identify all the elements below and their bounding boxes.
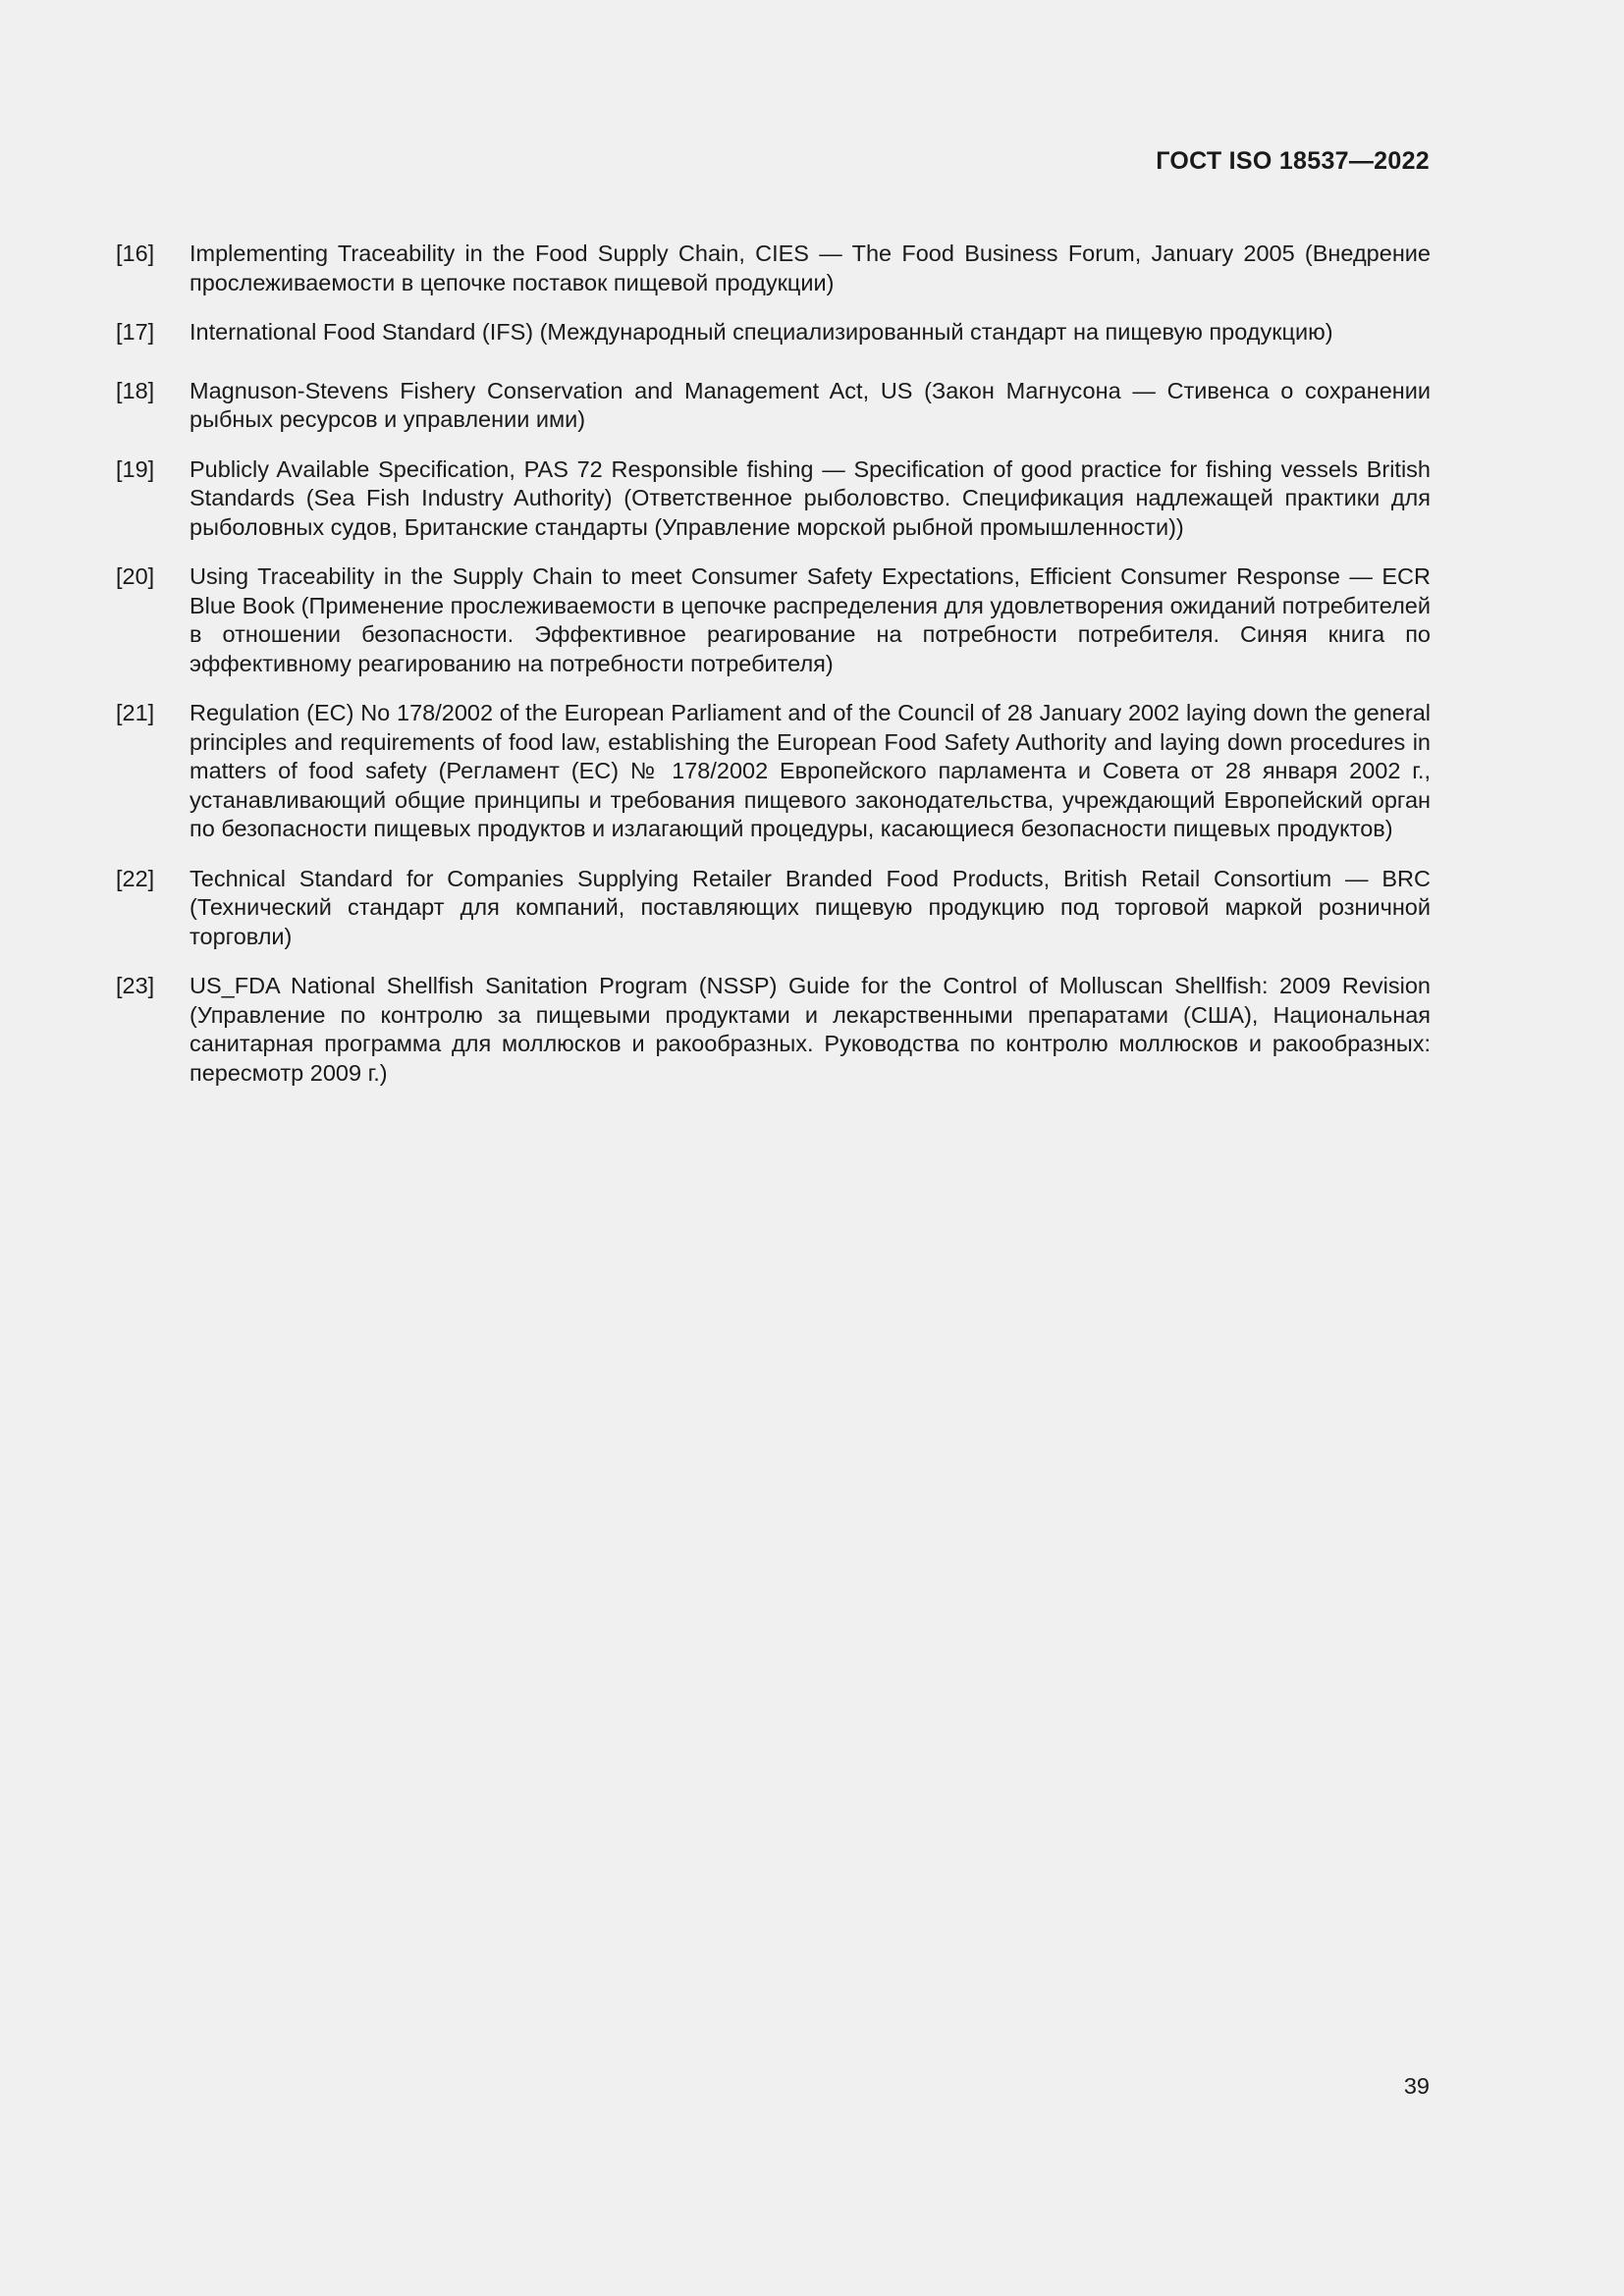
reference-item-22 bbox=[116, 865, 1431, 952]
reference-number: [20] bbox=[116, 563, 155, 589]
reference-text: Publicly Available Specification, PAS 72 Responsible fishing — Specification of good practice for fishing vessels British Standards (Sea Fish Industry Authority) (Ответственное рыболовство. Спецификация надлежащей практики для рыболовных судов, Британские стандарты (Управление морской рыбной промышленности)) bbox=[189, 455, 1431, 540]
reference-item-23 bbox=[116, 972, 1431, 1088]
reference-text: Technical Standard for Companies Supplying Retailer Branded Food Products, British Retail Consortium — BRC (Технический стандарт для компаний, поставляющих пищевую продукцию под торговой маркой розничной торговли) bbox=[189, 865, 1431, 949]
reference-number: [19] bbox=[116, 455, 155, 482]
reference-text: Regulation (EC) No 178/2002 of the European Parliament and of the Council of 28 January 2002 laying down the general principles and requirements of food law, establishing the European Food Safety Authority and laying down procedures in matters of food safety (Регламент (ЕС) № 178/2002 Европейского парламента и Совета от 28 января 2002 г., устанавливающий общие принципы и требования пищевого законодательства, учреждающий Европейский орган по безопасности пищевых продуктов и излагающий процедуры, касающиеся безопасности пищевых продуктов) bbox=[189, 700, 1431, 841]
reference-text: Magnuson-Stevens Fishery Conservation and Management Act, US (Закон Магнусона — Стивенса о сохранении рыбных ресурсов и управлении ими) bbox=[189, 377, 1431, 432]
reference-text: Using Traceability in the Supply Chain to meet Consumer Safety Expectations, Efficient Consumer Response — ECR Blue Book (Применение прослеживаемости в цепочке распределения для удовлетворения ожиданий потребителей в отношении безопасности. Эффективное реагирование на потребности потребителя. Синяя книга по эффективному реагированию на потребности потребителя) bbox=[189, 563, 1431, 676]
reference-item-18 bbox=[116, 377, 1431, 435]
reference-item-17 bbox=[116, 318, 1431, 347]
reference-number: [22] bbox=[116, 865, 155, 891]
document-code-header: ГОСТ ISO 18537—2022 bbox=[1156, 147, 1430, 175]
reference-number: [23] bbox=[116, 973, 155, 998]
reference-number: [21] bbox=[116, 700, 155, 725]
reference-number: [18] bbox=[116, 377, 155, 403]
page-number: 39 bbox=[1403, 2073, 1430, 2099]
reference-number: [17] bbox=[116, 319, 155, 345]
bibliography-list bbox=[116, 240, 1431, 1108]
reference-number: [16] bbox=[116, 240, 155, 266]
reference-item-19 bbox=[116, 455, 1431, 543]
reference-text: Implementing Traceability in the Food Supply Chain, CIES — The Food Business Forum, January 2005 (Внедрение прослеживаемости в цепочке поставок пищевой продукции) bbox=[189, 240, 1431, 295]
reference-item-21 bbox=[116, 699, 1431, 844]
reference-item-16 bbox=[116, 240, 1431, 297]
reference-item-20 bbox=[116, 562, 1431, 678]
reference-text: US_FDA National Shellfish Sanitation Program (NSSP) Guide for the Control of Molluscan Shellfish: 2009 Revision (Управление по контролю за пищевыми продуктами и лекарственными препаратами (США), Национальная санитарная программа для моллюсков и ракообразных. Руководства по контролю моллюсков и ракообразных: пересмотр 2009 г.) bbox=[189, 973, 1431, 1086]
reference-text: International Food Standard (IFS) (Международный специализированный стандарт на пищевую продукцию) bbox=[189, 319, 1333, 345]
